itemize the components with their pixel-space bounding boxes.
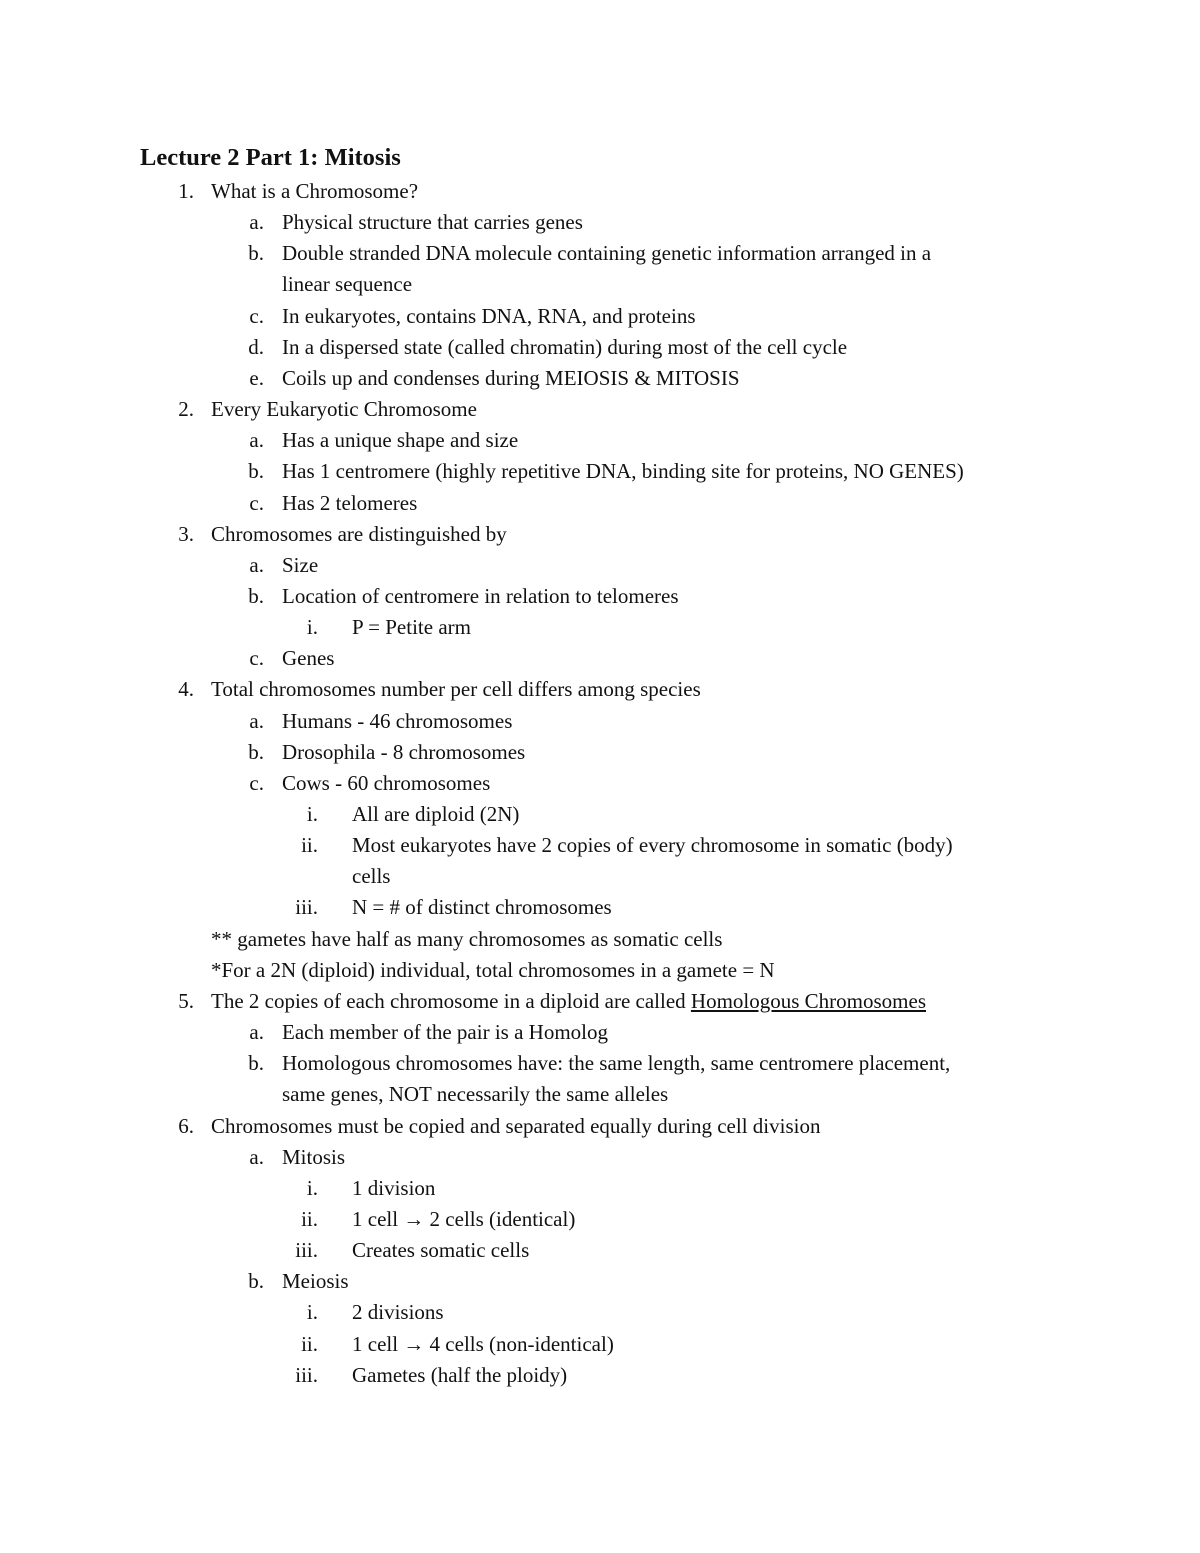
list-text-wrapper: [352, 1329, 614, 1360]
list-marker: ii.: [301, 833, 318, 858]
list-marker: i.: [306, 1300, 318, 1325]
list-text-wrapper: [211, 519, 507, 550]
list-text-wrapper: [211, 674, 701, 705]
outline-line-item: [0, 1111, 1200, 1142]
outline-line-subitem: [0, 488, 1200, 519]
list-text-wrapper: [282, 332, 847, 363]
list-text-wrapper: [352, 612, 471, 643]
list-text: 1 division: [352, 1175, 436, 1200]
list-text: *For a 2N (diploid) individual, total chromosomes in a gamete = N: [211, 957, 775, 982]
list-marker: a.: [249, 1020, 264, 1045]
outline-line-item: [0, 519, 1200, 550]
list-marker: a.: [249, 428, 264, 453]
list-text: cells: [352, 864, 391, 889]
list-marker: ii.: [301, 1331, 318, 1356]
outline-line-note: [0, 955, 1200, 986]
list-marker: b.: [248, 1269, 264, 1294]
outline-line-subitem: [0, 643, 1200, 674]
page-title: Lecture 2 Part 1: Mitosis: [140, 144, 401, 171]
list-text-wrapper: [282, 1142, 345, 1173]
list-text: In a dispersed state (called chromatin) during most of the cell cycle: [282, 334, 848, 359]
outline-line-subsubitem: [0, 892, 1200, 923]
list-marker: 1.: [178, 179, 194, 203]
outline-line-note: [0, 924, 1200, 955]
list-marker: 5.: [178, 988, 194, 1013]
list-text-wrapper: [282, 768, 490, 799]
list-text-wrapper: [282, 1266, 349, 1297]
outline-line-subitem: [0, 1048, 1200, 1079]
list-text: linear sequence: [282, 272, 413, 297]
outline-line-subsubitem: [0, 1297, 1200, 1328]
outline-line-subitem: [0, 238, 1200, 269]
list-marker: 4.: [178, 677, 194, 702]
outline-line-subitem: [0, 581, 1200, 612]
list-marker: d.: [248, 334, 264, 359]
outline-line-subsubitem: [0, 1360, 1200, 1391]
list-text: Genes: [282, 646, 335, 671]
outline-line-subitem: [0, 550, 1200, 581]
outline-line-subitem: [0, 269, 1200, 300]
list-text: 2 divisions: [352, 1300, 444, 1325]
list-text: N = # of distinct chromosomes: [352, 895, 612, 920]
list-marker: ii.: [301, 1206, 318, 1231]
list-text-wrapper: [211, 394, 477, 425]
outline-line-item: [0, 394, 1200, 425]
list-marker: iii.: [295, 1362, 318, 1387]
list-marker: a.: [249, 708, 264, 733]
list-text-wrapper: [282, 1017, 608, 1048]
list-text: same genes, NOT necessarily the same alleles: [282, 1082, 669, 1107]
list-text-wrapper: [282, 1079, 668, 1110]
list-marker: c.: [249, 490, 264, 515]
outline-line-subsubitem: [0, 1173, 1200, 1204]
list-text-wrapper: [352, 892, 612, 923]
list-text-wrapper: [282, 425, 518, 456]
outline-line-subitem: [0, 1017, 1200, 1048]
list-text: Location of centromere in relation to telomeres: [282, 583, 679, 608]
list-text: Total chromosomes number per cell differs among species: [211, 677, 701, 702]
outline-line-subitem: [0, 1266, 1200, 1297]
list-text-wrapper: [282, 301, 696, 332]
list-marker: b.: [248, 459, 264, 484]
list-text: Creates somatic cells: [352, 1238, 530, 1263]
list-text-wrapper: [352, 1204, 575, 1235]
list-text: In eukaryotes, contains DNA, RNA, and proteins: [282, 303, 696, 328]
list-text-wrapper: [282, 207, 583, 238]
list-text: Has a unique shape and size: [282, 428, 519, 453]
list-text-wrapper: [282, 456, 964, 487]
list-text: Chromosomes are distinguished by: [211, 521, 507, 546]
list-marker: c.: [249, 303, 264, 328]
list-marker: 3.: [178, 521, 194, 546]
list-text: Homologous chromosomes have: the same length, same centromere placement,: [282, 1051, 951, 1076]
list-text: All are diploid (2N): [352, 802, 520, 826]
list-text-wrapper: [352, 1173, 435, 1204]
list-text-wrapper: [282, 269, 412, 300]
outline-line-subitem: [0, 1079, 1200, 1110]
list-text-wrapper: [211, 176, 418, 207]
list-marker: 6.: [178, 1113, 194, 1138]
list-text-wrapper: [282, 643, 334, 674]
list-text-wrapper: [282, 1048, 950, 1079]
list-text-wrapper: [352, 1235, 529, 1266]
list-marker: a.: [249, 1144, 264, 1169]
list-text-wrapper: [282, 706, 512, 737]
list-text-wrapper: [211, 1111, 820, 1142]
list-text: Has 2 telomeres: [282, 490, 418, 515]
list-text: The 2 copies of each chromosome in a diploid are called: [211, 988, 691, 1013]
list-marker: e.: [249, 365, 264, 390]
list-text: 1 cell → 2 cells (identical): [352, 1206, 576, 1231]
outline-line-item: [0, 986, 1200, 1017]
list-text: ** gametes have half as many chromosomes as somatic cells: [211, 926, 723, 951]
list-text-wrapper: [282, 581, 679, 612]
list-text: Every Eukaryotic Chromosome: [211, 397, 477, 422]
list-marker: i.: [306, 1175, 318, 1200]
list-text-wrapper: [352, 1297, 444, 1328]
list-text: Gametes (half the ploidy): [352, 1362, 568, 1387]
list-marker: 2.: [178, 397, 194, 422]
outline-line-subitem: [0, 768, 1200, 799]
outline-line-subsubitem: [0, 830, 1200, 861]
list-text: Humans - 46 chromosomes: [282, 708, 513, 733]
outline-line-subitem: [0, 425, 1200, 456]
outline-line-subitem: [0, 1142, 1200, 1173]
list-text-wrapper: [211, 986, 926, 1017]
list-text-wrapper: [352, 830, 953, 861]
list-marker: a.: [249, 552, 264, 577]
outline-line-subsubitem: [0, 612, 1200, 643]
list-text: Most eukaryotes have 2 copies of every chromosome in somatic (body): [352, 833, 953, 858]
outline-line-subsubitem: [0, 1204, 1200, 1235]
list-marker: i.: [306, 802, 318, 826]
outline-line-subsubitem: [0, 1329, 1200, 1360]
list-text-wrapper: [211, 955, 775, 986]
outline-line-subsubitem: [0, 861, 1200, 892]
list-marker: i.: [306, 615, 318, 640]
list-text-wrapper: [282, 550, 318, 581]
list-text-wrapper: [282, 488, 417, 519]
list-text-wrapper: [352, 861, 390, 892]
outline-line-item: [0, 176, 1200, 207]
list-text: 1 cell → 4 cells (non-identical): [352, 1331, 614, 1356]
outline-line-subsubitem: [0, 1235, 1200, 1266]
underlined-term: Homologous Chromosomes: [690, 988, 926, 1013]
list-text: Physical structure that carries genes: [282, 210, 583, 235]
list-marker: b.: [248, 1051, 264, 1076]
list-text: P = Petite arm: [352, 615, 471, 640]
list-marker: iii.: [295, 1238, 318, 1263]
outline-line-subitem: [0, 456, 1200, 487]
list-marker: c.: [249, 646, 264, 671]
list-text: Drosophila - 8 chromosomes: [282, 739, 526, 764]
list-text-wrapper: [282, 737, 525, 768]
outline-line-subitem: [0, 301, 1200, 332]
list-marker: b.: [248, 583, 264, 608]
list-marker: c.: [249, 770, 264, 795]
outline-line-subitem: [0, 207, 1200, 238]
outline-line-subitem: [0, 332, 1200, 363]
list-text: Size: [282, 552, 319, 577]
list-text-wrapper: [211, 924, 722, 955]
list-marker: b.: [248, 241, 264, 266]
list-marker: iii.: [295, 895, 318, 920]
list-text: Coils up and condenses during MEIOSIS & MITOSIS: [282, 365, 740, 390]
list-text: Cows - 60 chromosomes: [282, 770, 491, 795]
list-text-wrapper: [282, 363, 740, 394]
outline-line-subitem: [0, 706, 1200, 737]
list-text-wrapper: [282, 238, 931, 269]
list-text: Each member of the pair is a Homolog: [282, 1020, 608, 1045]
list-marker: b.: [248, 739, 264, 764]
list-text-wrapper: [352, 799, 519, 830]
outline-line-subitem: [0, 363, 1200, 394]
outline-line-item: [0, 674, 1200, 705]
list-text: Mitosis: [282, 1144, 346, 1169]
list-text: Double stranded DNA molecule containing genetic information arranged in a: [282, 241, 932, 266]
list-text: Chromosomes must be copied and separated equally during cell division: [211, 1113, 821, 1138]
list-text: Has 1 centromere (highly repetitive DNA, binding site for proteins, NO GENES): [282, 459, 964, 484]
list-text-wrapper: [352, 1360, 567, 1391]
list-marker: a.: [249, 210, 264, 235]
list-text: Meiosis: [282, 1269, 349, 1294]
outline-line-subitem: [0, 737, 1200, 768]
list-text: What is a Chromosome?: [211, 179, 419, 203]
outline-line-subsubitem: [0, 799, 1200, 830]
